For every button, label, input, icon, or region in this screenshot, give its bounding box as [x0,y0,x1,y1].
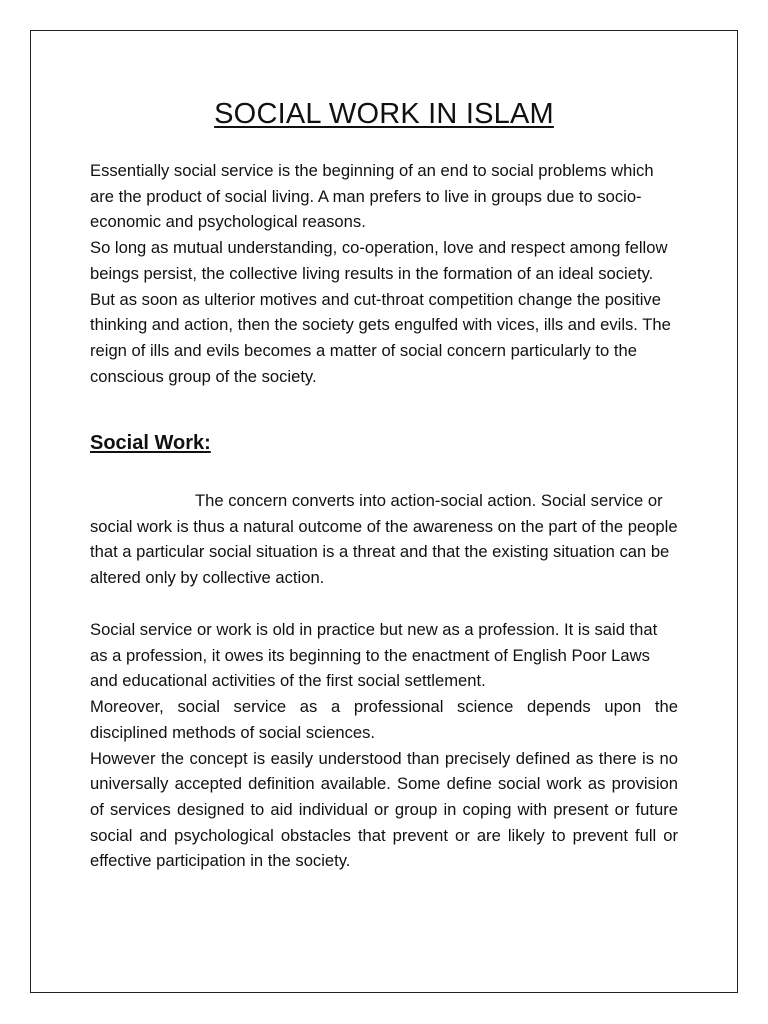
intro-paragraph: But as soon as ulterior motives and cut-throat competition change the positive thinking and action, then the society gets engulfed with vices, ills and evils. The reign of ills and evils becomes a matter of social concern particularly to the conscious group of the society. [90,289,671,386]
section-paragraph: Moreover, social service as a professional science depends upon the disciplined methods of social sciences. [90,697,678,742]
intro-text [90,158,678,389]
intro-paragraph: Essentially social service is the beginning of an end to social problems which are the product of social living. A man prefers to live in groups due to socio-economic and psychological reasons. [90,161,654,232]
section-paragraph: Social service or work is old in practice but new as a profession. It is said that as a profession, it owes its beginning to the enactment of English Poor Laws and educational activities of the first social settlement. [90,620,658,691]
section-text-1 [90,488,678,591]
page-title: SOCIAL WORK IN ISLAM [214,98,554,130]
section-paragraph: The concern converts into action-social action. Social service or social work is thus a natural outcome of the awareness on the part of the people that a particular social situation is a threat and that the existing situation can be altered only by collective action. [90,491,678,588]
intro-paragraph: So long as mutual understanding, co-operation, love and respect among fellow beings persist, the collective living results in the formation of an ideal society. [90,238,668,283]
section-heading: Social Work: [90,432,211,454]
section-text-2 [90,617,678,874]
section-paragraph: However the concept is easily understood than precisely defined as there is no universally accepted definition available. Some define social work as provision of services designed to aid individual or group in coping with present or future social and psychological obstacles that prevent or are likely to prevent full or effective participation in the society. [90,748,678,871]
